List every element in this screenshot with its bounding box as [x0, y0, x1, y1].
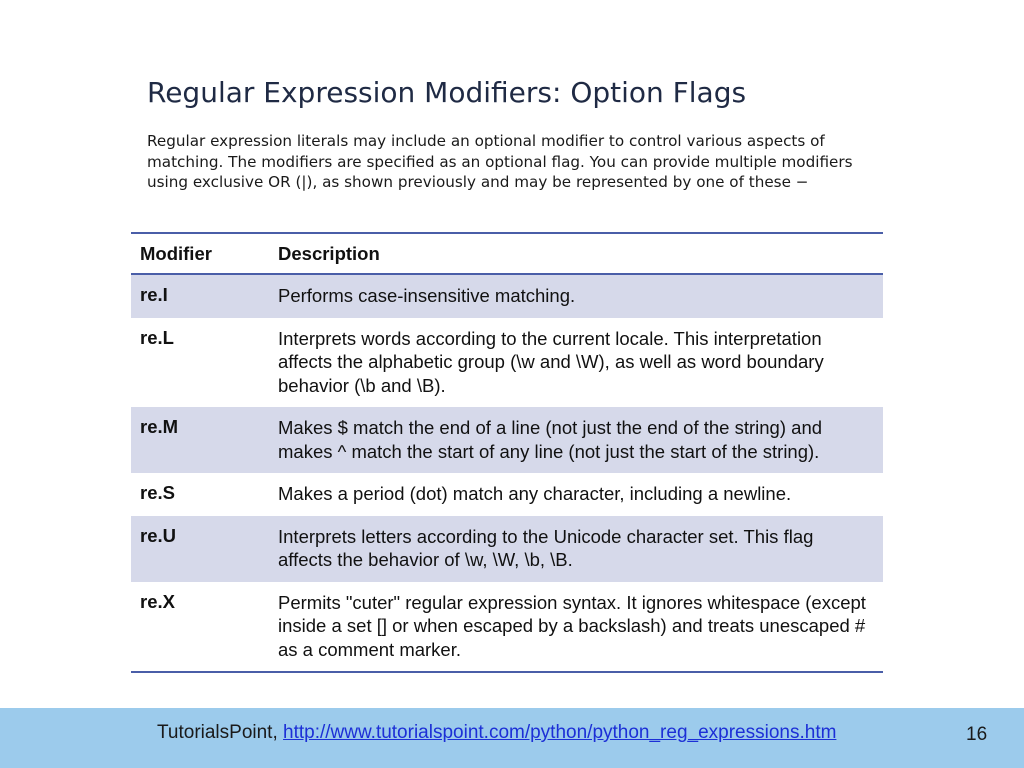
table-row: [131, 274, 883, 318]
description-cell: Interprets words according to the current locale. This interpretation affects the alphabetic group (\w and \W), as well as word boundary behavior (\b and \B).: [278, 327, 824, 396]
footer-source: TutorialsPoint,: [157, 722, 284, 743]
footer-citation: [157, 722, 836, 744]
modifier-cell: re.X: [140, 590, 175, 612]
modifier-cell: re.M: [140, 416, 179, 437]
slide-title: Regular Expression Modifiers: Option Flags: [147, 76, 747, 109]
header-description: Description: [278, 242, 380, 264]
description-cell: Interprets letters according to the Unicode character set. This flag affects the behavior of \w, \W, \b, \B.: [278, 525, 814, 570]
footer-bar: [0, 708, 1024, 768]
table-row: [131, 473, 883, 516]
source-link[interactable]: http://www.tutorialspoint.com/python/python_reg_expressions.htm: [283, 722, 837, 743]
modifier-cell: re.S: [140, 482, 175, 503]
header-modifier: Modifier: [140, 242, 212, 264]
table-row: [131, 407, 883, 473]
description-cell: Makes a period (dot) match any character, including a newline.: [278, 483, 792, 504]
description-cell: Performs case-insensitive matching.: [278, 285, 576, 306]
page-number: 16: [966, 724, 988, 745]
description-cell: Permits "cuter" regular expression syntax. It ignores whitespace (except inside a set [] or when escaped by a backslash) and treats unescaped # as a comment marker.: [278, 591, 866, 660]
description-cell: Makes $ match the end of a line (not just the end of the string) and makes ^ match the start of any line (not just the start of the string).: [278, 417, 823, 462]
table-row: [131, 318, 883, 408]
modifiers-table: [131, 232, 883, 673]
table-row: [131, 516, 883, 582]
table-row: [131, 582, 883, 673]
modifier-cell: re.U: [140, 524, 176, 546]
table-header-row: [131, 233, 883, 274]
modifier-cell: re.L: [140, 326, 174, 348]
modifier-cell: re.I: [140, 284, 168, 305]
intro-paragraph: Regular expression literals may include an optional modifier to control various aspects of matching. The modifiers are specified as an optional flag. You can provide multiple modifiers using exclusive OR (|), as shown previously and may be represented by one of these −: [147, 132, 853, 192]
